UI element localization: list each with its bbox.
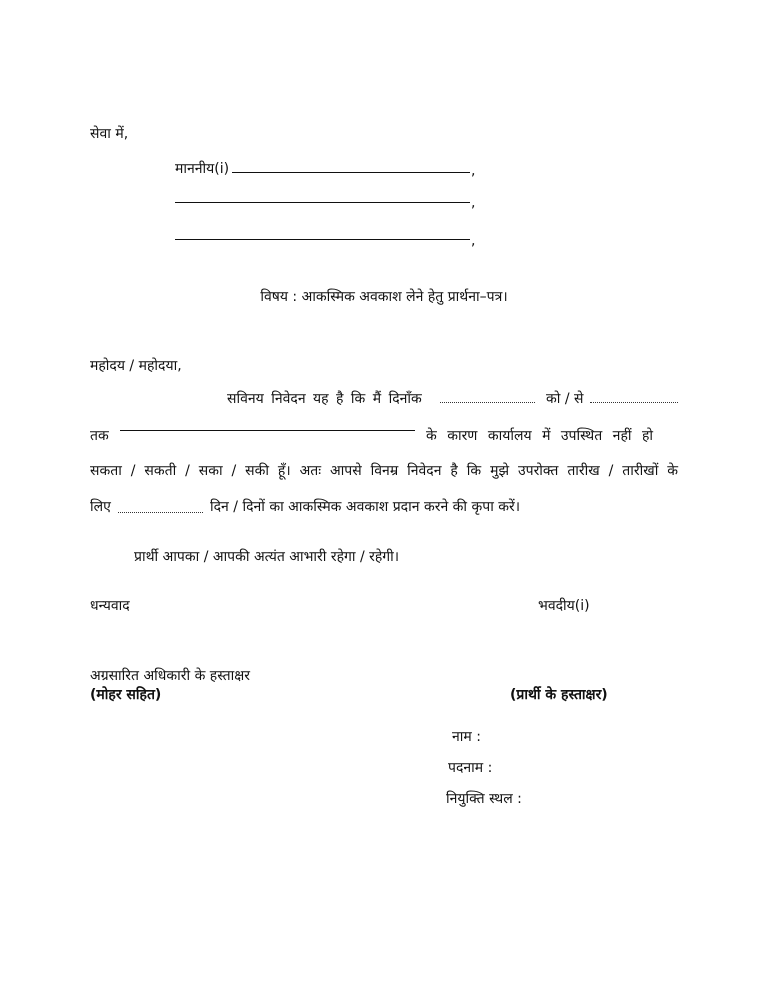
with-seal-label: (मोहर सहित) — [90, 687, 162, 703]
comma-1: , — [471, 163, 476, 179]
days-blank[interactable] — [118, 512, 203, 513]
body-line-5: प्रार्थी आपका / आपकी अत्यंत आभारी रहेगा / रहेगी। — [134, 549, 400, 565]
subject-line: विषय : आकस्मिक अवकाश लेने हेतु प्रार्थना–पत्र। — [260, 289, 508, 305]
applicant-signature-label: (प्रार्थी के हस्ताक्षर) — [510, 687, 608, 703]
body-line-2-end: के कारण कार्यालय में उपस्थित नहीं हो — [426, 428, 654, 444]
body-line-1-start: सविनय निवेदन यह है कि मैं दिनाँक — [227, 391, 422, 407]
date-to-blank[interactable] — [590, 402, 678, 403]
comma-2: , — [471, 195, 476, 211]
posting-place-field-label: नियुक्ति स्थल : — [446, 791, 522, 807]
designation-field-label: पदनाम : — [448, 760, 493, 776]
honorable-label: माननीय(i) — [175, 161, 230, 177]
greeting: महोदय / महोदया, — [90, 358, 182, 374]
name-field-label: नाम : — [452, 729, 481, 745]
addressee-line-1[interactable] — [232, 172, 470, 173]
comma-3: , — [471, 233, 476, 249]
forwarding-officer-signature-label: अग्रसारित अधिकारी के हस्ताक्षर — [90, 668, 251, 684]
body-line-3: सकता / सकती / सका / सकी हूँ। अतः आपसे विनम्र निवेदन है कि मुझे उपरोक्त तारीख / तारीखों के — [90, 463, 678, 479]
addressee-line-2[interactable] — [175, 202, 470, 203]
body-line-2-start: तक — [90, 428, 109, 444]
body-line-4-end: दिन / दिनों का आकस्मिक अवकाश प्रदान करने की कृपा करें। — [210, 499, 521, 515]
salutation-to: सेवा में, — [90, 126, 129, 142]
addressee-line-3[interactable] — [175, 239, 470, 240]
thanks: धन्यवाद — [90, 598, 130, 614]
yours-faithfully: भवदीय(i) — [538, 598, 590, 614]
body-line-1-mid: को / से — [546, 391, 584, 407]
date-from-blank[interactable] — [440, 402, 535, 403]
reason-line[interactable] — [120, 430, 415, 431]
body-line-4-start: लिए — [90, 499, 111, 515]
